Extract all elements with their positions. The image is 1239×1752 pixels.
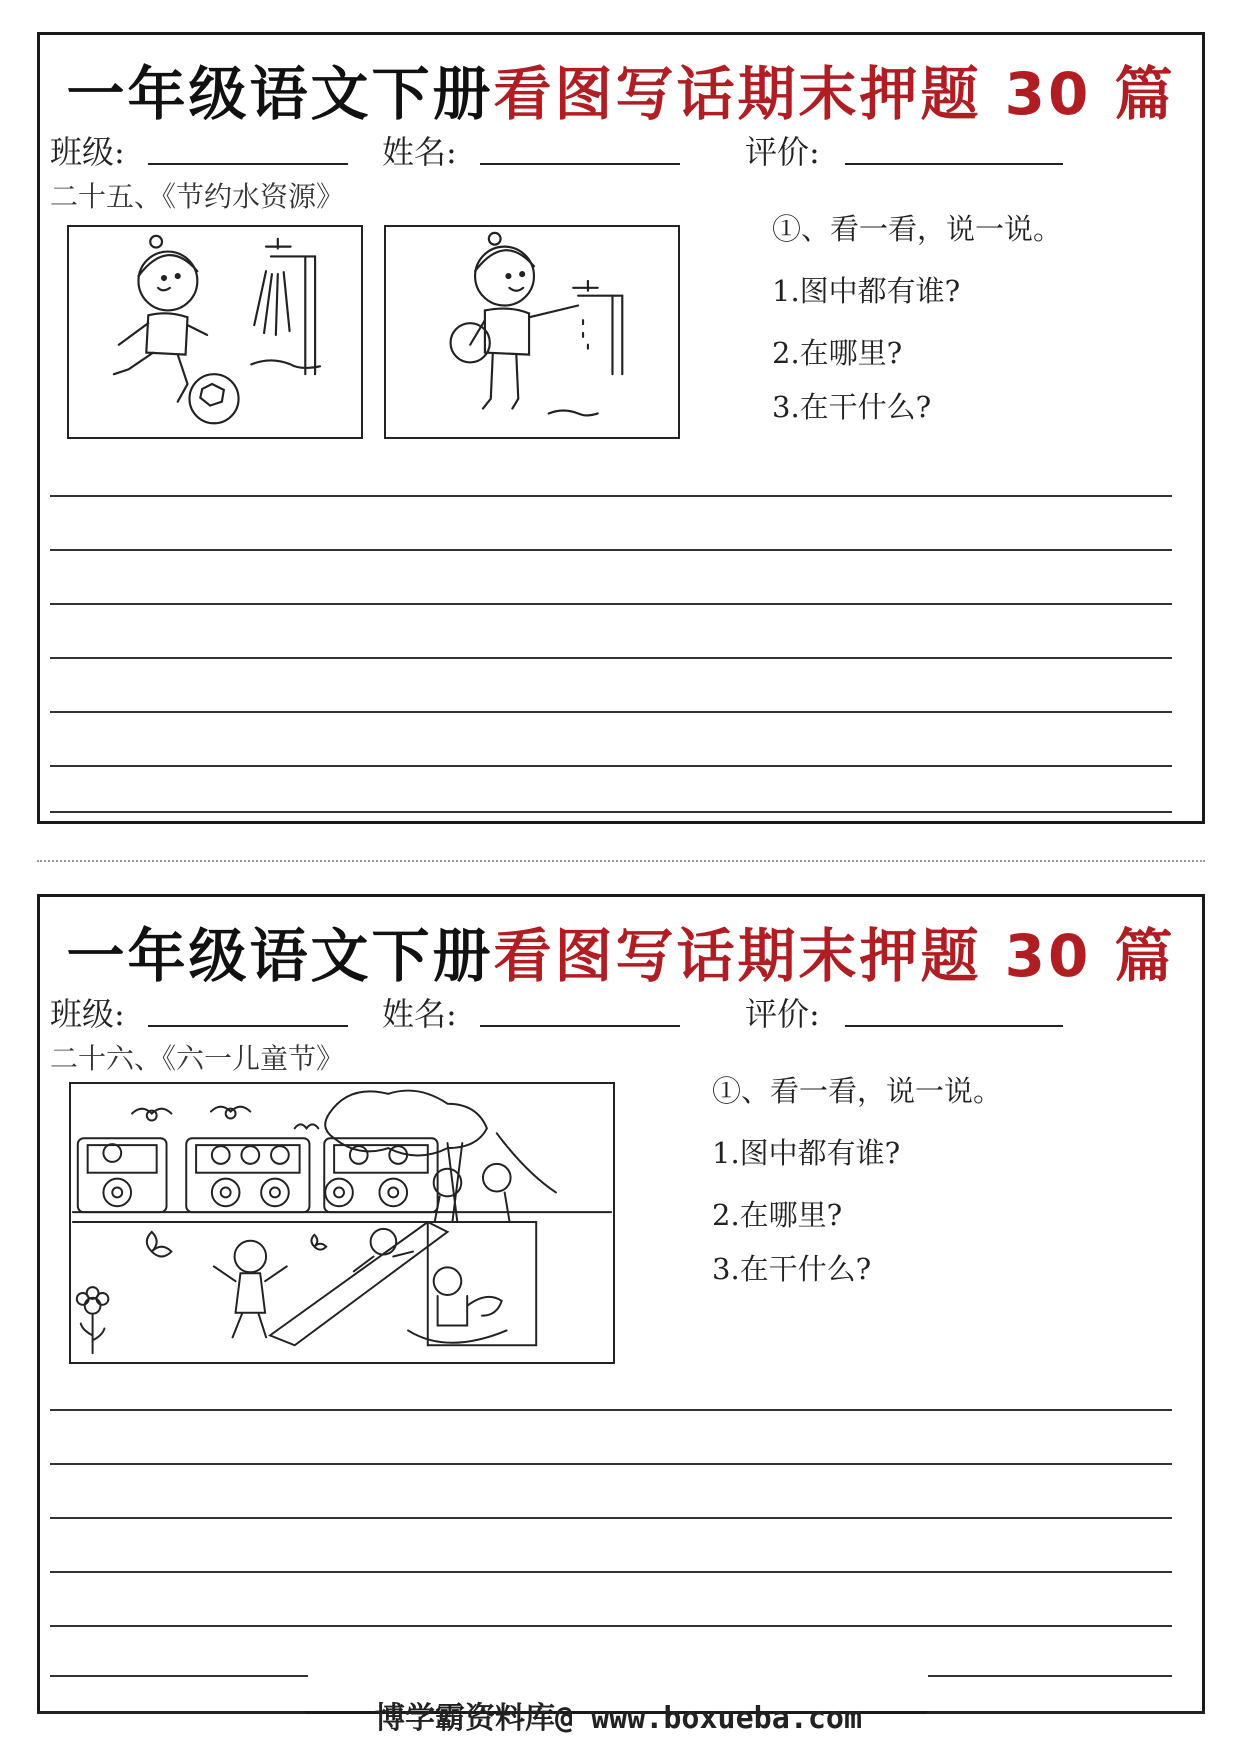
writing-line[interactable]	[50, 1409, 1172, 1411]
question-2: 2.在哪里?	[712, 1198, 843, 1232]
cut-line-divider	[37, 860, 1205, 862]
class-blank[interactable]	[148, 163, 348, 165]
writing-line[interactable]	[50, 1571, 1172, 1573]
writing-line-short-right[interactable]	[928, 1675, 1172, 1677]
grade-label: 评价:	[745, 133, 820, 171]
title-grade-part: 一年级语文下册	[66, 922, 494, 990]
class-blank[interactable]	[148, 1025, 348, 1027]
question-list	[712, 1069, 1132, 1289]
name-label: 姓名:	[382, 995, 457, 1033]
question-prompt: ①、看一看，说一说。	[772, 212, 1063, 246]
writing-line[interactable]	[50, 711, 1172, 713]
student-info-row	[50, 127, 1170, 171]
writing-line[interactable]	[50, 1517, 1172, 1519]
picture-boy-turning-off-tap	[384, 225, 680, 439]
watermark-text: 博学霸资料库@ www.boxueba.com	[375, 1701, 863, 1736]
name-blank[interactable]	[480, 1025, 680, 1027]
title-topic-part: 看图写话期末押题 30 篇	[493, 60, 1176, 128]
exercise-subtitle: 二十六、《六一儿童节》	[50, 1042, 345, 1075]
worksheet-card-1	[37, 32, 1205, 824]
exercise-subtitle: 二十五、《节约水资源》	[50, 180, 345, 213]
question-3: 3.在干什么?	[712, 1252, 872, 1286]
grade-blank[interactable]	[845, 163, 1063, 165]
writing-line[interactable]	[50, 603, 1172, 605]
writing-line[interactable]	[50, 657, 1172, 659]
writing-line[interactable]	[50, 811, 1172, 813]
name-blank[interactable]	[480, 163, 680, 165]
question-1: 1.图中都有谁?	[712, 1136, 901, 1170]
writing-line-short-left[interactable]	[50, 1675, 308, 1677]
footer-rule-right	[927, 1711, 1205, 1714]
picture-childrens-day-playground	[69, 1082, 615, 1364]
picture-boy-kicking-ball	[67, 225, 363, 439]
class-label: 班级:	[50, 133, 125, 171]
question-list	[772, 207, 1152, 427]
title-topic-part: 看图写话期末押题 30 篇	[493, 922, 1176, 990]
name-label: 姓名:	[382, 133, 457, 171]
writing-line[interactable]	[50, 549, 1172, 551]
writing-line[interactable]	[50, 765, 1172, 767]
writing-line[interactable]	[50, 1463, 1172, 1465]
title-grade-part: 一年级语文下册	[66, 60, 494, 128]
footer-watermark-row	[0, 1693, 1239, 1736]
writing-line[interactable]	[50, 1625, 1172, 1627]
worksheet-title	[40, 909, 1202, 993]
question-1: 1.图中都有谁?	[772, 274, 961, 308]
question-3: 3.在干什么?	[772, 390, 932, 424]
question-prompt: ①、看一看，说一说。	[712, 1074, 1003, 1108]
class-label: 班级:	[50, 995, 125, 1033]
footer-rule-left	[37, 1711, 305, 1714]
student-info-row	[50, 989, 1170, 1033]
question-2: 2.在哪里?	[772, 336, 903, 370]
worksheet-card-2	[37, 894, 1205, 1714]
writing-line[interactable]	[50, 495, 1172, 497]
grade-blank[interactable]	[845, 1025, 1063, 1027]
worksheet-title	[40, 47, 1202, 131]
grade-label: 评价:	[745, 995, 820, 1033]
